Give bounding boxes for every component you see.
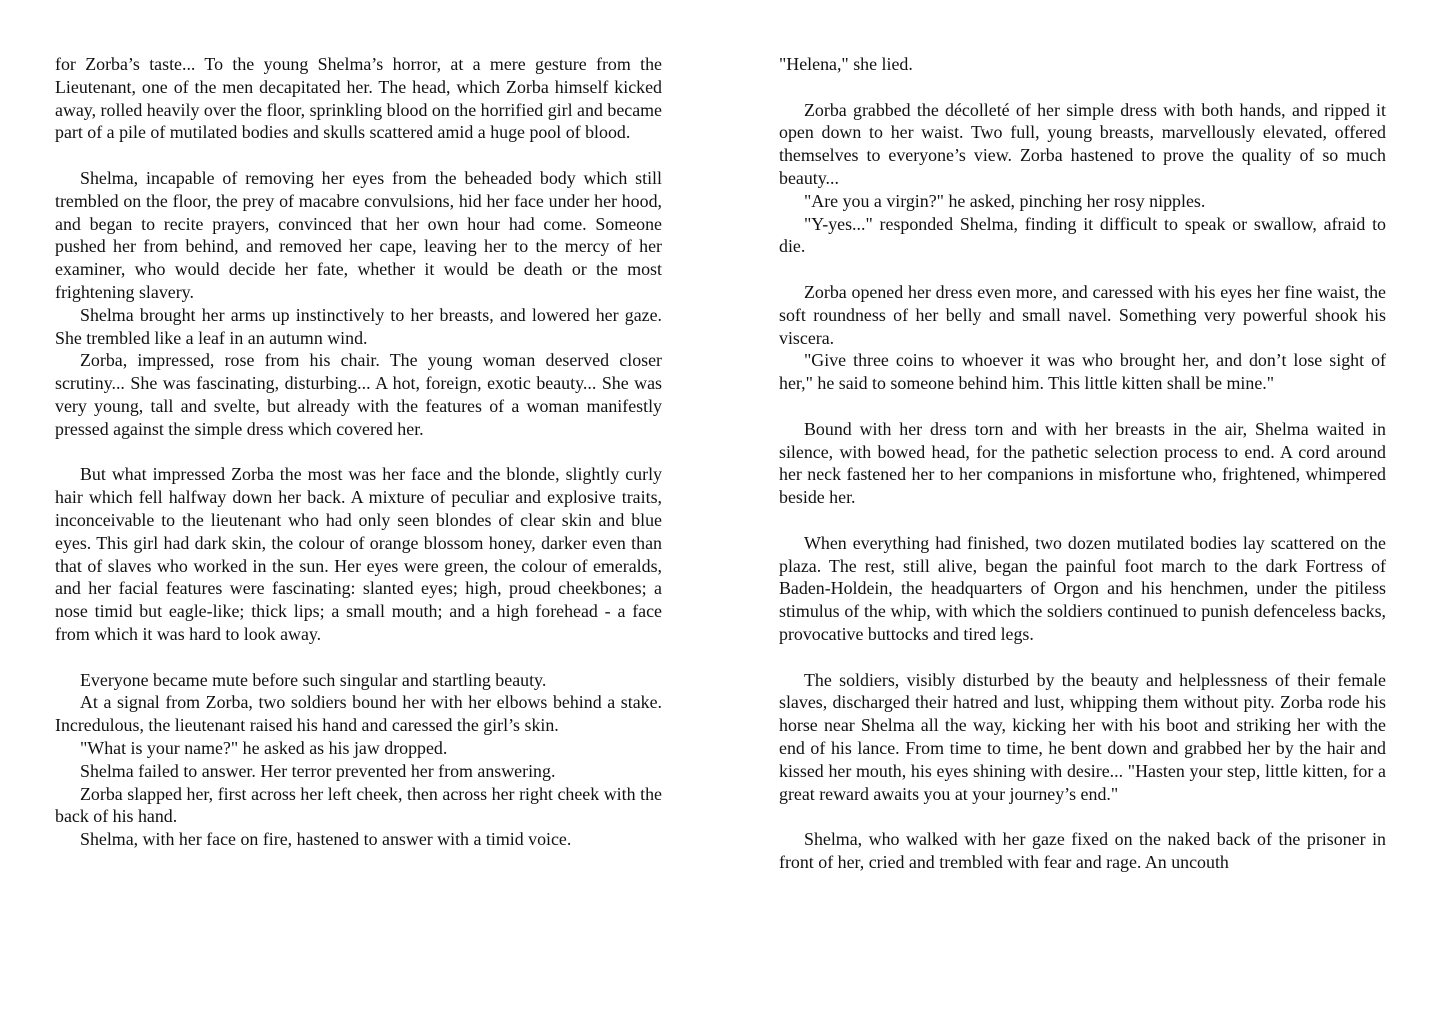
left-page [55,53,662,851]
paragraph: But what impressed Zorba the most was her face and the blonde, slightly curly hair which fell halfway down her back. A mixture of peculiar and explosive traits, inconceivable to the lieutenant who had only seen blondes of clear skin and blue eyes. This girl had dark skin, the colour of orange blossom honey, darker even than that of slaves who worked in the sun. Her eyes were green, the colour of emeralds, and her facial features were fascinating: slanted eyes; high, proud cheekbones; a nose timid but eagle-like; thick lips; a small mouth; and a high forehead - a face from which it was hard to look away. [55,464,662,644]
paragraph: "What is your name?" he asked as his jaw dropped. [80,737,448,758]
paragraph: The soldiers, visibly disturbed by the beauty and helplessness of their female slaves, discharged their hatred and lust, whipping them without pity. Zorba rode his horse near Shelma all the way, kicking her with his boot and striking her with the end of his lance. From time to time, he bent down and grabbed her by the hair and kissed her mouth, his eyes shining with desire... "Hasten your step, little kitten, for a great reward awaits you at your journey’s end." [779,669,1386,804]
paragraph: Shelma, incapable of removing her eyes from the beheaded body which still trembled on the floor, the prey of macabre convulsions, hid her face under her hood, and began to recite prayers, convinced that her own hour had come. Someone pushed her from behind, and removed her cape, leaving her to the mercy of her examiner, who would decide her fate, whether it would be death or the most frightening slavery. [55,167,662,302]
right-page [779,53,1386,874]
paragraph: When everything had finished, two dozen mutilated bodies lay scattered on the plaza. The rest, still alive, began the painful foot march to the dark Fortress of Baden-Holdein, the headquarters of Orgon and his henchmen, under the pitiless stimulus of the whip, with which the soldiers continued to punish defenceless backs, provocative buttocks and tired legs. [779,532,1386,644]
paragraph: At a signal from Zorba, two soldiers bound her with her elbows behind a stake. Incredulous, the lieutenant raised his hand and caressed the girl’s skin. [55,692,662,736]
paragraph: Zorba slapped her, first across her left cheek, then across her right cheek with the back of his hand. [55,783,662,827]
paragraph: for Zorba’s taste... To the young Shelma’s horror, at a mere gesture from the Lieutenant, one of the men decapitated her. The head, which Zorba himself kicked away, rolled heavily over the floor, sprinkling blood on the horrified girl and became part of a pile of mutilated bodies and skulls scattered amid a huge pool of blood. [55,54,662,143]
paragraph: "Give three coins to whoever it was who brought her, and don’t lose sight of her," he said to someone behind him. This little kitten shall be mine." [779,350,1386,394]
paragraph: Shelma, who walked with her gaze fixed on the naked back of the prisoner in front of her, cried and trembled with fear and rage. An uncouth [779,829,1386,872]
paragraph: Zorba, impressed, rose from his chair. The young woman deserved closer scrutiny... She was fascinating, disturbing... A hot, foreign, exotic beauty... She was very young, tall and svelte, but already with the features of a woman manifestly pressed against the simple dress which covered her. [55,350,662,439]
paragraph: Everyone became mute before such singular and startling beauty. [80,669,547,690]
paragraph: Shelma, with her face on fire, hastened to answer with a timid voice. [80,829,572,850]
paragraph: "Helena," she lied. [779,54,913,74]
paragraph: Zorba opened her dress even more, and caressed with his eyes her fine waist, the soft roundness of her belly and small navel. Something very powerful shook his viscera. [779,281,1386,348]
paragraph: Shelma brought her arms up instinctively to her breasts, and lowered her gaze. She trembled like a leaf in an autumn wind. [55,304,662,348]
paragraph: Bound with her dress torn and with her breasts in the air, Shelma waited in silence, with bowed head, for the pathetic selection process to end. A cord around her neck fastened her to her companions in misfortune who, frightened, whimpered beside her. [779,418,1386,508]
paragraph: Shelma failed to answer. Her terror prevented her from answering. [80,760,556,781]
paragraph: "Y-yes..." responded Shelma, finding it difficult to speak or swallow, afraid to die. [779,213,1386,257]
paragraph: "Are you a virgin?" he asked, pinching her rosy nipples. [804,190,1206,211]
paragraph: Zorba grabbed the décolleté of her simple dress with both hands, and ripped it open down to her waist. Two full, young breasts, marvellously elevated, offered themselves to everyone’s view. Zorba hastened to prove the quality of so much beauty... [779,99,1386,188]
